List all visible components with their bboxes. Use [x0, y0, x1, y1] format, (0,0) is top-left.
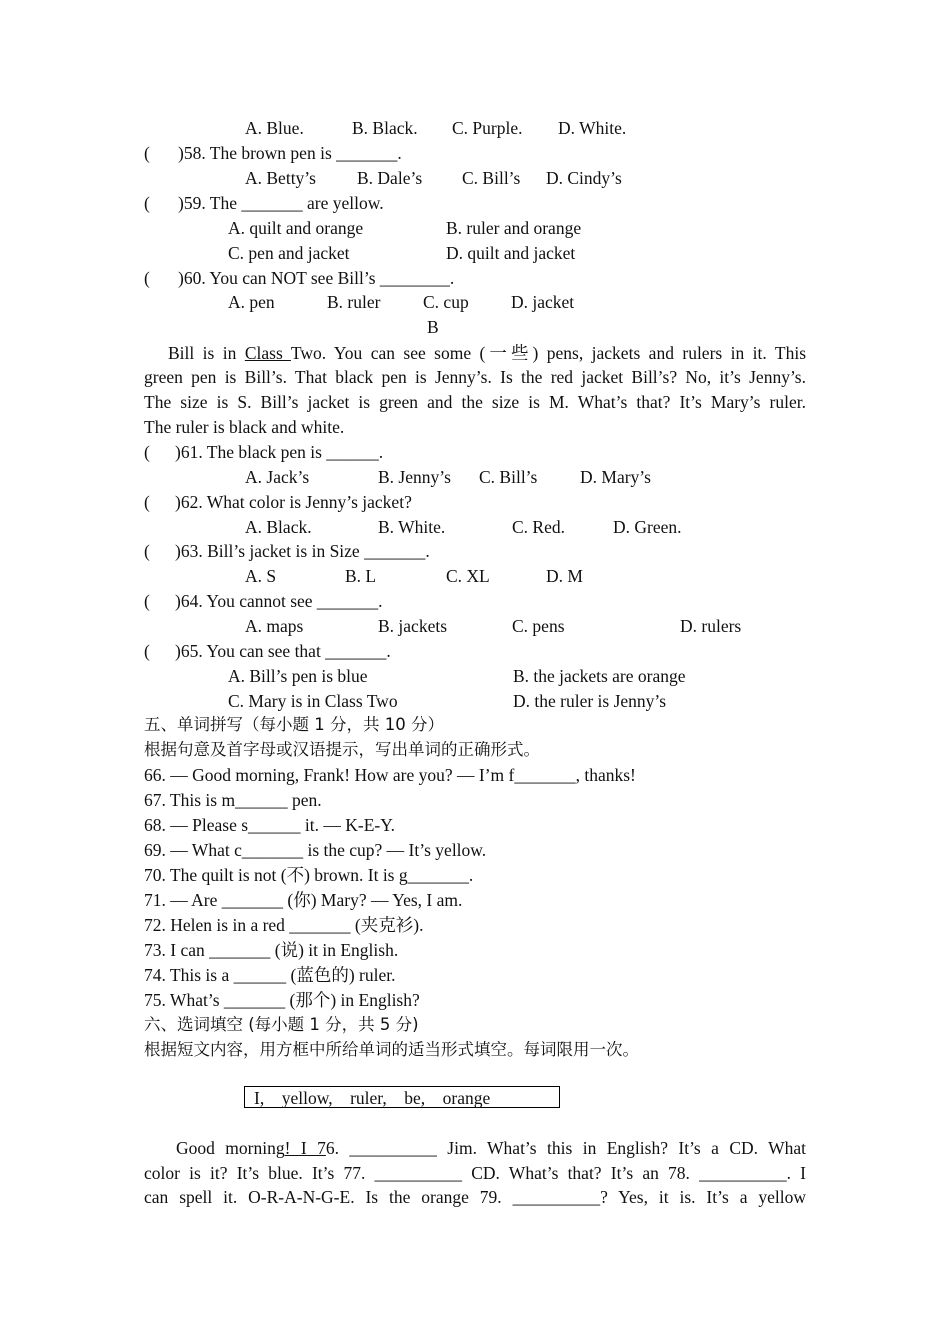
- q58-option-d: D. Cindy’s: [546, 168, 622, 188]
- q65-option-a: A. Bill’s pen is blue: [228, 666, 368, 686]
- q65-option-b: B. the jackets are orange: [513, 666, 686, 686]
- q57-option-d: D. White.: [558, 118, 627, 138]
- spelling-item: 74. This is a ______ (蓝色的) ruler.: [144, 965, 396, 985]
- section-5-instruction: 根据句意及首字母或汉语提示，写出单词的正确形式。: [144, 740, 540, 759]
- q58-stem: )58. The brown pen is _______.: [178, 143, 402, 163]
- word-box-words: I, yellow, ruler, be, orange: [254, 1088, 491, 1108]
- q63-option-a: A. S: [245, 566, 277, 586]
- spelling-item: 71. — Are _______ (你) Mary? — Yes, I am.: [144, 890, 463, 910]
- answer-paren[interactable]: (: [144, 641, 150, 661]
- q62-option-c: C. Red.: [512, 517, 565, 537]
- q65-option-d: D. the ruler is Jenny’s: [513, 691, 667, 711]
- q63-stem: )63. Bill’s jacket is in Size _______.: [175, 541, 430, 561]
- q61-option-c: C. Bill’s: [479, 467, 538, 487]
- answer-paren[interactable]: (: [144, 442, 150, 462]
- word-box: [244, 1086, 560, 1108]
- section-6-instruction: 根据短文内容，用方框中所给单词的适当形式填空。每词限用一次。: [144, 1040, 639, 1059]
- answer-paren[interactable]: (: [144, 591, 150, 611]
- q64-option-d: D. rulers: [680, 616, 742, 636]
- q57-option-b: B. Black.: [352, 118, 418, 138]
- spelling-item: 72. Helen is in a red _______ (夹克衫).: [144, 915, 424, 935]
- q65-stem: )65. You can see that _______.: [175, 641, 391, 661]
- q61-option-a: A. Jack’s: [245, 467, 310, 487]
- q59-option-d: D. quilt and jacket: [446, 243, 576, 263]
- q59-stem: )59. The _______ are yellow.: [178, 193, 384, 213]
- answer-paren[interactable]: (: [144, 143, 150, 163]
- q59-option-b: B. ruler and orange: [446, 218, 582, 238]
- q59-option-a: A. quilt and orange: [228, 218, 364, 238]
- q61-option-b: B. Jenny’s: [378, 467, 451, 487]
- q60-option-b: B. ruler: [327, 292, 381, 312]
- q65-option-c: C. Mary is in Class Two: [228, 691, 398, 711]
- q63-option-d: D. M: [546, 566, 583, 586]
- section-6-title: 六、选词填空 (每小题 1 分，共 5 分): [144, 1015, 419, 1034]
- q63-option-b: B. L: [345, 566, 377, 586]
- section-5-title: 五、单词拼写（每小题 1 分，共 10 分）: [144, 715, 444, 734]
- q61-option-d: D. Mary’s: [580, 467, 651, 487]
- passage-b-line-1: Bill is in Class Two. You can see some (一些) pens, jackets and rulers in it. This: [168, 343, 807, 363]
- answer-paren[interactable]: (: [144, 268, 150, 288]
- passage-link[interactable]: ! I 7: [284, 1138, 326, 1158]
- answer-paren[interactable]: (: [144, 193, 150, 213]
- q64-option-c: C. pens: [512, 616, 565, 636]
- q58-option-b: B. Dale’s: [357, 168, 423, 188]
- passage-b-line-3: The size is S. Bill’s jacket is green and the size is M. What’s that? It’s Mary’s ruler.: [144, 392, 806, 412]
- passage-c-line-3: can spell it. O-R-A-N-G-E. Is the orange 79. __________? Yes, it is. It’s a yellow: [144, 1187, 806, 1207]
- q63-option-c: C. XL: [446, 566, 490, 586]
- q60-option-c: C. cup: [423, 292, 469, 312]
- class-link[interactable]: Class: [244, 343, 291, 363]
- spelling-item: 73. I can _______ (说) it in English.: [144, 940, 399, 960]
- q59-option-c: C. pen and jacket: [228, 243, 350, 263]
- spelling-item: 66. — Good morning, Frank! How are you? — I’m f_______, thanks!: [144, 765, 636, 785]
- q62-option-a: A. Black.: [245, 517, 312, 537]
- q60-option-d: D. jacket: [511, 292, 575, 312]
- q58-option-a: A. Betty’s: [245, 168, 316, 188]
- passage-c-line-1: Good morning! I 76. __________ Jim. What’s this in English? It’s a CD. What: [176, 1138, 807, 1158]
- q64-stem: )64. You cannot see _______.: [175, 591, 383, 611]
- q57-option-c: C. Purple.: [452, 118, 523, 138]
- spelling-item: 70. The quilt is not (不) brown. It is g_______.: [144, 865, 474, 885]
- q60-option-a: A. pen: [228, 292, 275, 312]
- q64-option-b: B. jackets: [378, 616, 448, 636]
- q60-stem: )60. You can NOT see Bill’s ________.: [178, 268, 455, 288]
- spelling-item: 75. What’s _______ (那个) in English?: [144, 990, 420, 1010]
- passage-c-line-2: color is it? It’s blue. It’s 77. __________ CD. What’s that? It’s an 78. __________. I: [144, 1163, 806, 1183]
- spelling-item: 67. This is m______ pen.: [144, 790, 322, 810]
- q62-stem: )62. What color is Jenny’s jacket?: [175, 492, 412, 512]
- q58-option-c: C. Bill’s: [462, 168, 521, 188]
- passage-b-heading: B: [427, 317, 439, 337]
- answer-paren[interactable]: (: [144, 541, 150, 561]
- q57-option-a: A. Blue.: [245, 118, 304, 138]
- q61-stem: )61. The black pen is ______.: [175, 442, 384, 462]
- q62-option-d: D. Green.: [613, 517, 682, 537]
- spelling-item: 68. — Please s______ it. — K-E-Y.: [144, 815, 395, 835]
- answer-paren[interactable]: (: [144, 492, 150, 512]
- q62-option-b: B. White.: [378, 517, 446, 537]
- passage-b-line-2: green pen is Bill’s. That black pen is Jenny’s. Is the red jacket Bill’s? No, it’s Jenny’s.: [144, 367, 806, 387]
- q64-option-a: A. maps: [245, 616, 304, 636]
- spelling-item: 69. — What c_______ is the cup? — It’s yellow.: [144, 840, 487, 860]
- passage-b-line-4: The ruler is black and white.: [144, 417, 345, 437]
